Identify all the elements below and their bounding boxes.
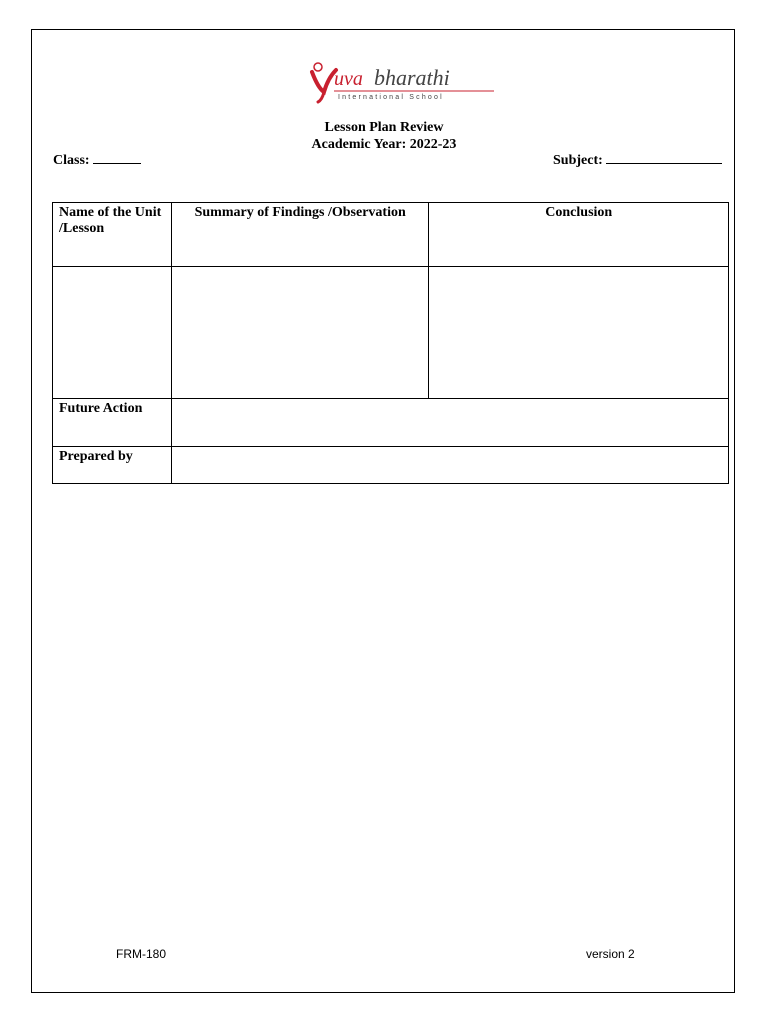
cell-prepared-by[interactable] [171, 447, 728, 484]
cell-future-action[interactable] [171, 399, 728, 447]
subject-blank[interactable] [606, 151, 722, 164]
label-future-action: Future Action [53, 399, 172, 447]
cell-conclusion[interactable] [429, 267, 729, 399]
label-prepared-by: Prepared by [53, 447, 172, 484]
prepared-by-row [53, 447, 729, 484]
cell-summary[interactable] [171, 267, 429, 399]
form-title: Lesson Plan Review [324, 120, 444, 135]
subject-field [553, 151, 722, 169]
logo-brand-main: uva [334, 68, 363, 90]
table-header-row [53, 203, 729, 267]
header-summary: Summary of Findings /Observation [171, 203, 429, 267]
class-field [53, 151, 141, 169]
logo-brand-second: bharathi [374, 65, 450, 90]
logo-mark [312, 63, 336, 102]
school-logo [308, 58, 500, 108]
header-unit-lesson: Name of the Unit /Lesson [53, 203, 172, 267]
academic-year: Academic Year: 2022-23 [311, 137, 457, 152]
cell-unit-lesson[interactable] [53, 267, 172, 399]
class-label: Class: [53, 153, 90, 168]
logo-subtitle: International School [338, 94, 444, 101]
header-conclusion: Conclusion [429, 203, 729, 267]
subject-label: Subject: [553, 153, 603, 168]
form-code: FRM-180 [116, 947, 167, 961]
review-table [52, 202, 729, 484]
version-label: version 2 [586, 947, 635, 961]
future-action-row [53, 399, 729, 447]
table-entry-row [53, 267, 729, 399]
page-border [31, 29, 735, 993]
class-blank[interactable] [93, 151, 141, 164]
